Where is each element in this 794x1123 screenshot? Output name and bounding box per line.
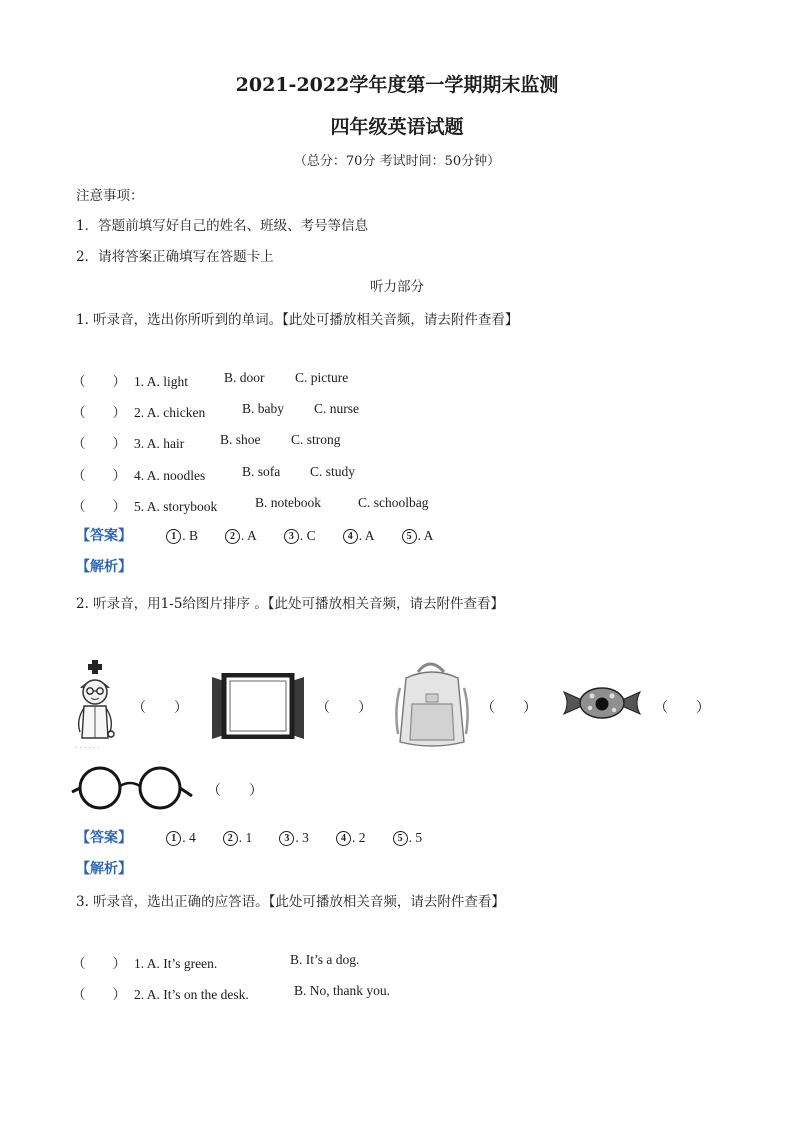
- circled-number: 4: [336, 831, 351, 846]
- option-a: 2. A. It’s on the desk.: [134, 987, 249, 1002]
- answer-item: 4 . A: [343, 528, 375, 544]
- q1-row: [72, 495, 217, 515]
- option-b: B. notebook: [255, 495, 321, 510]
- circled-number: 3: [284, 529, 299, 544]
- answer-item: 4 . 2: [336, 830, 366, 846]
- q3-row: [72, 983, 249, 1003]
- answer-blank: （ ）: [72, 956, 126, 971]
- circled-number: 2: [223, 831, 238, 846]
- notes-item: 2．请将答案正确填写在答题卡上: [76, 249, 274, 265]
- section-title: 听力部分: [370, 279, 424, 295]
- answer-item: 2 . A: [225, 528, 257, 544]
- svg-text:· · · · · ·: · · · · · ·: [75, 744, 100, 752]
- nurse-illustration: [70, 658, 122, 754]
- option-b: B. baby: [242, 401, 284, 416]
- circled-number: 1: [166, 529, 181, 544]
- option-c: C. study: [310, 464, 356, 479]
- analysis-label: 【解析】: [76, 861, 132, 877]
- option-c: C. schoolbag: [358, 495, 429, 510]
- option-c: C. strong: [291, 432, 341, 447]
- option-b: B. door: [224, 370, 265, 385]
- q2-prompt: 2. 听录音，用1-5给图片排序 。【此处可播放相关音频，请去附件查看】: [76, 596, 504, 612]
- candy-illustration: [562, 686, 642, 720]
- order-blank: （ ）: [654, 701, 710, 716]
- circled-number: 3: [279, 831, 294, 846]
- notes-heading: 注意事项：: [76, 188, 144, 204]
- option-c: C. picture: [295, 370, 349, 385]
- window-illustration: [210, 673, 306, 739]
- analysis-label: 【解析】: [76, 559, 132, 575]
- option-a: 1. A. It’s green.: [134, 956, 218, 971]
- circled-number: 4: [343, 529, 358, 544]
- q3-row: [72, 952, 217, 972]
- option-a: 4. A. noodles: [134, 468, 206, 483]
- order-blank: （ ）: [316, 701, 372, 716]
- answer-item: 3 . 3: [279, 830, 309, 846]
- circled-number: 5: [393, 831, 408, 846]
- option-c: C. nurse: [314, 401, 359, 416]
- q1-row: [72, 370, 188, 390]
- answer-blank: （ ）: [72, 405, 126, 420]
- answer-item: 2 . 1: [223, 830, 253, 846]
- schoolbag-illustration: [392, 658, 472, 750]
- circled-number: 1: [166, 831, 181, 846]
- q1-row: [72, 464, 205, 484]
- q2-answer-line: [76, 827, 444, 847]
- order-blank: （ ）: [132, 701, 188, 716]
- answer-item: 3 . C: [284, 528, 316, 544]
- q1-row: [72, 401, 205, 421]
- exam-title: 2021-2022学年度第一学期期末监测: [235, 74, 559, 96]
- q1-answer-line: [76, 525, 455, 545]
- answer-label: 【答案】: [76, 528, 132, 544]
- answer-item: 1 . B: [166, 528, 198, 544]
- notes-item: 1．答题前填写好自己的姓名、班级、考号等信息: [76, 218, 369, 234]
- circled-number: 5: [402, 529, 417, 544]
- answer-blank: （ ）: [72, 987, 126, 1002]
- option-b: B. It’s a dog.: [290, 952, 360, 967]
- q1-row: [72, 432, 184, 452]
- answer-blank: （ ）: [72, 374, 126, 389]
- option-b: B. sofa: [242, 464, 281, 479]
- exam-subtitle: 四年级英语试题: [330, 116, 464, 138]
- answer-blank: （ ）: [72, 468, 126, 483]
- option-a: 2. A. chicken: [134, 405, 206, 420]
- answer-label: 【答案】: [76, 830, 132, 846]
- circled-number: 2: [225, 529, 240, 544]
- option-a: 1. A. light: [134, 374, 189, 389]
- order-blank: （ ）: [207, 784, 263, 799]
- glasses-illustration: [70, 764, 194, 812]
- answer-item: 5 . A: [402, 528, 434, 544]
- option-a: 5. A. storybook: [134, 499, 218, 514]
- answer-blank: （ ）: [72, 499, 126, 514]
- answer-item: 5 . 5: [393, 830, 423, 846]
- q3-prompt: 3. 听录音，选出正确的应答语。【此处可播放相关音频，请去附件查看】: [76, 894, 505, 910]
- option-b: B. shoe: [220, 432, 261, 447]
- answer-item: 1 . 4: [166, 830, 196, 846]
- option-a: 3. A. hair: [134, 436, 185, 451]
- option-b: B. No, thank you.: [294, 983, 390, 998]
- answer-blank: （ ）: [72, 436, 126, 451]
- exam-info: （总分：70分 考试时间：50分钟）: [293, 154, 501, 169]
- q1-prompt: 1. 听录音，选出你所听到的单词。【此处可播放相关音频，请去附件查看】: [76, 312, 519, 328]
- order-blank: （ ）: [481, 701, 537, 716]
